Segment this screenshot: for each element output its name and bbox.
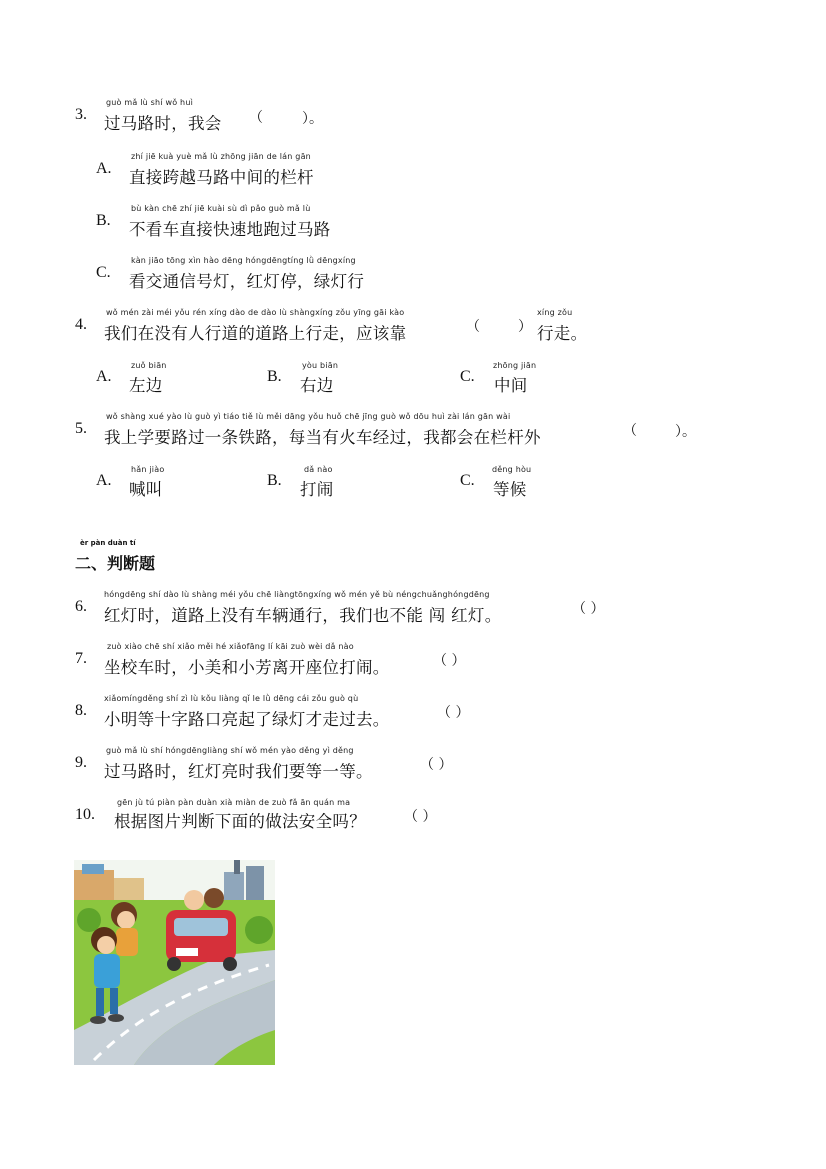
option-letter: C. xyxy=(96,264,111,281)
question-pinyin: wǒ shàng xué yào lù guò yì tiáo tiě lù měi dāng yǒu huǒ chē jīng guò wǒ dōu huì zài lán gān wài xyxy=(106,412,511,421)
question-number: 6. xyxy=(75,598,87,615)
answer-paren-open: （ xyxy=(466,319,480,335)
answer-paren[interactable]: （ ） xyxy=(404,809,437,825)
option-text[interactable]: 右边 xyxy=(300,376,334,395)
answer-paren-open: （ xyxy=(623,423,637,439)
question-number: 5. xyxy=(75,420,87,437)
question-tail-text: 行走。 xyxy=(537,324,588,343)
section-title-pinyin: èr pàn duàn tí xyxy=(80,539,136,547)
section-title: 二、判断题 xyxy=(75,554,156,573)
answer-paren[interactable]: （ ） xyxy=(420,757,453,773)
option-pinyin: bù kàn chē zhí jiē kuài sù dì pǎo guò mǎ lù xyxy=(131,204,311,213)
question-text: 坐校车时，小美和小芳离开座位打闹。 xyxy=(104,658,390,677)
option-pinyin: kàn jiāo tōng xìn hào dēng hóngdēngtíng lǜ dēngxíng xyxy=(131,256,356,265)
question-number: 4. xyxy=(75,316,87,333)
option-pinyin: dǎ nào xyxy=(304,465,333,474)
answer-paren[interactable]: （ ） xyxy=(572,601,605,617)
answer-paren-close: ） xyxy=(518,319,532,335)
option-pinyin: zhōng jiān xyxy=(493,361,537,370)
question-number: 8. xyxy=(75,702,87,719)
traffic-safety-illustration xyxy=(74,860,275,1065)
option-letter: C. xyxy=(460,368,475,385)
option-letter: B. xyxy=(96,212,111,229)
option-letter: C. xyxy=(460,472,475,489)
question-pinyin: xiǎomíngděng shí zì lù kǒu liàng qǐ le lǜ dēng cái zǒu guò qù xyxy=(104,694,359,703)
option-letter: B. xyxy=(267,472,282,489)
question-pinyin: wǒ mén zài méi yǒu rén xíng dào de dào lù shàngxíng zǒu yīng gāi kào xyxy=(106,308,405,317)
question-pinyin: gēn jù tú piàn pàn duàn xià miàn de zuò fǎ ān quán ma xyxy=(117,798,351,807)
option-letter: B. xyxy=(267,368,282,385)
option-text[interactable]: 中间 xyxy=(494,376,528,395)
option-text[interactable]: 不看车直接快速地跑过马路 xyxy=(129,220,331,239)
question-text: 过马路时，红灯亮时我们要等一等。 xyxy=(104,762,373,781)
option-text[interactable]: 左边 xyxy=(129,376,163,395)
question-text: 我上学要路过一条铁路，每当有火车经过，我都会在栏杆外 xyxy=(104,428,541,447)
option-pinyin: hǎn jiào xyxy=(131,465,165,474)
option-text[interactable]: 直接跨越马路中间的栏杆 xyxy=(129,168,314,187)
question-text: 红灯时，道路上没有车辆通行，我们也不能 闯 红灯。 xyxy=(104,606,502,625)
question-text: 根据图片判断下面的做法安全吗？ xyxy=(114,812,366,831)
question-pinyin: hóngdēng shí dào lù shàng méi yǒu chē liàngtōngxíng wǒ mén yě bù néngchuǎnghóngdēng xyxy=(104,590,490,599)
answer-paren-open: （ xyxy=(249,110,263,126)
question-tail-pinyin: xíng zǒu xyxy=(537,308,573,317)
option-text[interactable]: 喊叫 xyxy=(129,480,163,499)
question-number: 7. xyxy=(75,650,87,667)
answer-paren[interactable]: （ ） xyxy=(437,705,470,721)
question-pinyin: guò mǎ lù shí hóngdēngliàng shí wǒ mén yào děng yì děng xyxy=(106,746,354,755)
answer-paren-close: ）。 xyxy=(675,424,696,440)
question-text: 过马路时，我会 xyxy=(104,114,222,133)
question-pinyin: guò mǎ lù shí wǒ huì xyxy=(106,98,194,107)
option-text[interactable]: 等候 xyxy=(493,480,527,499)
question-number: 9. xyxy=(75,754,87,771)
option-pinyin: zhí jiē kuà yuè mǎ lù zhōng jiān de lán gān xyxy=(131,152,311,161)
answer-paren[interactable]: （ ） xyxy=(433,653,466,669)
question-text: 小明等十字路口亮起了绿灯才走过去。 xyxy=(104,710,390,729)
question-text: 我们在没有人行道的道路上行走，应该靠 xyxy=(104,324,407,343)
question-number: 3. xyxy=(75,106,87,123)
option-text[interactable]: 看交通信号灯，红灯停，绿灯行 xyxy=(129,272,365,291)
answer-paren-close: ）。 xyxy=(302,111,323,127)
option-letter: A. xyxy=(96,368,112,385)
question-pinyin: zuò xiào chē shí xiǎo měi hé xiǎofāng lí kāi zuò wèi dǎ nào xyxy=(107,642,354,651)
option-pinyin: yòu biān xyxy=(302,361,339,370)
option-pinyin: zuǒ biān xyxy=(131,361,167,370)
option-pinyin: děng hòu xyxy=(492,465,532,474)
option-letter: A. xyxy=(96,160,112,177)
option-letter: A. xyxy=(96,472,112,489)
option-text[interactable]: 打闹 xyxy=(300,480,334,499)
question-number: 10. xyxy=(75,806,95,823)
